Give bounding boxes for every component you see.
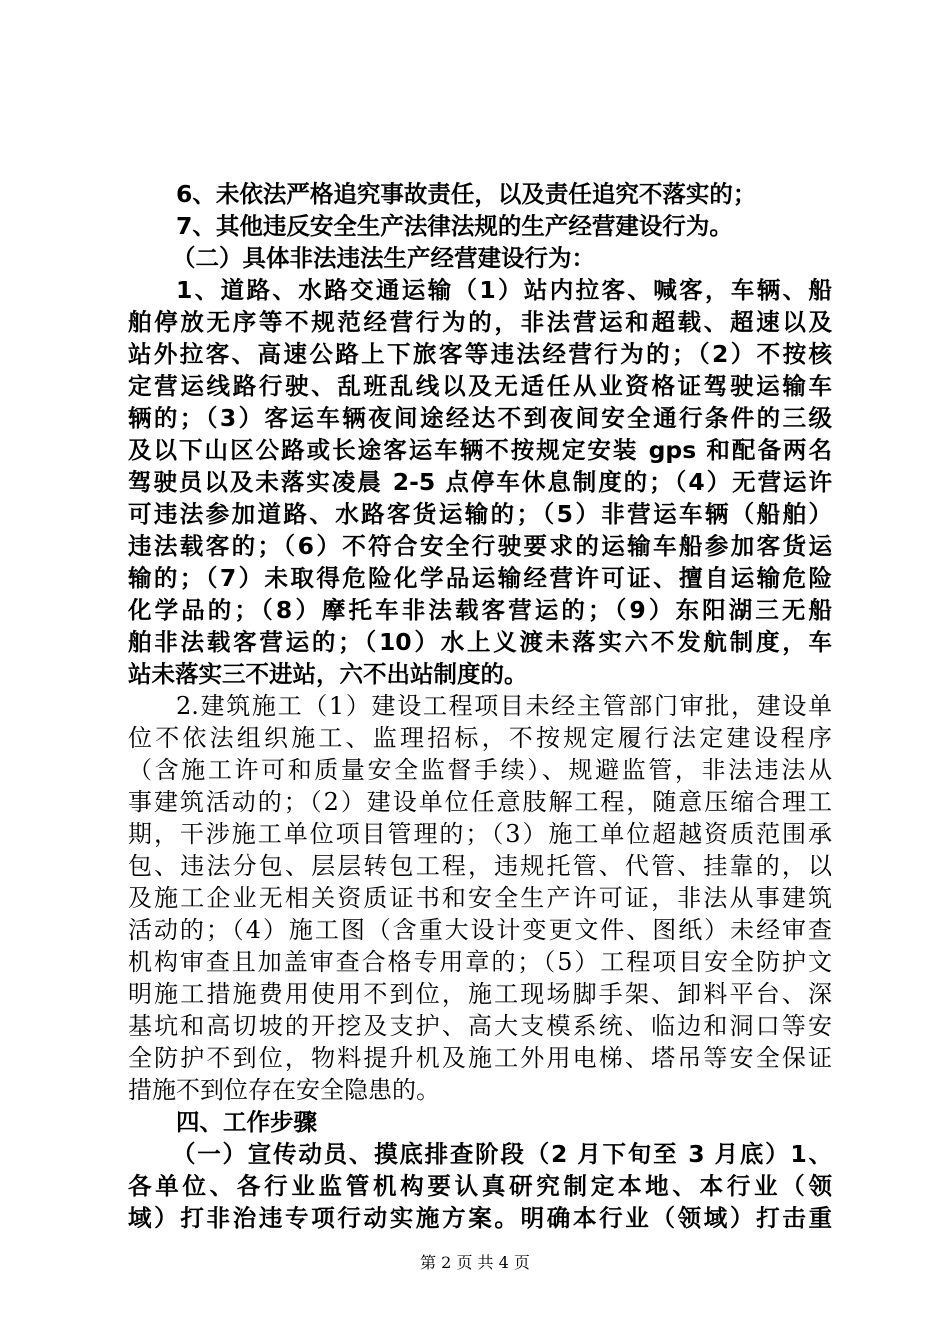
text-line: 1、道路、水路交通运输（1）站内拉客、喊客，车辆、船 (176, 276, 832, 304)
paragraph-steps (128, 1138, 832, 1234)
text-line: 基坑和高切坡的开挖及支护、高大支模系统、临边和洞口等安 (128, 1012, 832, 1040)
section-heading-work-steps: 四、工作步骤 (176, 1108, 317, 1136)
text-line: （一）宣传动员、摸底排查阶段（2 月下旬至 3 月底）1、 (172, 1140, 832, 1168)
text-line: 舶非法载客营运的；（10）水上义渡未落实六不发航制度，车 (128, 628, 832, 656)
text-line: 措施不到位存在安全隐患的。 (128, 1076, 440, 1104)
document-body (128, 178, 832, 1234)
paragraph-transport (128, 274, 832, 690)
list-item-7: 7、其他违反安全生产法律法规的生产经营建设行为。 (176, 212, 733, 240)
paragraph-construction (128, 690, 832, 1106)
text-line: 辆的；（3）客运车辆夜间途经达不到夜间安全通行条件的三级 (128, 404, 832, 432)
text-line: 输的；（7）未取得危险化学品运输经营许可证、擅自运输危险 (128, 564, 832, 592)
text-line: 期，干涉施工单位项目管理的；（3）施工单位超越资质范围承 (128, 820, 832, 848)
text-line: 位不依法组织施工、监理招标，不按规定履行法定建设程序 (128, 724, 832, 752)
text-line: 活动的；（4）施工图（含重大设计变更文件、图纸）未经审查 (128, 916, 832, 944)
text-line: 包、违法分包、层层转包工程，违规托管、代管、挂靠的，以 (128, 852, 832, 880)
text-line: 化学品的；（8）摩托车非法载客营运的；（9）东阳湖三无船 (128, 596, 832, 624)
text-line: 定营运线路行驶、乱班乱线以及无适任从业资格证驾驶运输车 (128, 372, 832, 400)
list-item-6: 6、未依法严格追究事故责任，以及责任追究不落实的； (176, 180, 757, 208)
text-line: （含施工许可和质量安全监督手续）、规避监管，非法违法从 (128, 756, 832, 784)
text-line: 各单位、各行业监管机构要认真研究制定本地、本行业（领 (128, 1172, 832, 1200)
text-line: 机构审查且加盖审查合格专用章的；（5）工程项目安全防护文 (128, 948, 832, 976)
text-line: 及施工企业无相关资质证书和安全生产许可证，非法从事建筑 (128, 884, 832, 912)
text-line: 违法载客的；（6）不符合安全行驶要求的运输车船参加客货运 (128, 532, 832, 560)
text-line: 站外拉客、高速公路上下旅客等违法经营行为的；（2）不按核 (128, 340, 832, 368)
text-line: 事建筑活动的；（2）建设单位任意肢解工程，随意压缩合理工 (128, 788, 832, 816)
text-line: 可违法参加道路、水路客货运输的；（5）非营运车辆（船舶） (128, 500, 832, 528)
text-line: 明施工措施费用使用不到位，施工现场脚手架、卸料平台、深 (128, 980, 832, 1008)
text-line: 舶停放无序等不规范经营行为的，非法营运和超载、超速以及 (128, 308, 832, 336)
text-line: 及以下山区公路或长途客运车辆不按规定安装 gps 和配备两名 (128, 436, 832, 464)
text-line: 站未落实三不进站，六不出站制度的。 (128, 660, 528, 688)
text-line: 2.建筑施工（1）建设工程项目未经主管部门审批，建设单 (176, 692, 832, 720)
section-heading-specific-acts: （二）具体非法违法生产经营建设行为： (172, 244, 595, 272)
text-line: 驾驶员以及未落实凌晨 2-5 点停车休息制度的；（4）无营运许 (128, 468, 832, 496)
page-number-footer: 第 2 页 共 4 页 (420, 1253, 530, 1272)
text-line: 全防护不到位，物料提升机及施工外用电梯、塔吊等安全保证 (128, 1044, 832, 1072)
text-line: 域）打非治违专项行动实施方案。明确本行业（领域）打击重 (128, 1204, 832, 1232)
